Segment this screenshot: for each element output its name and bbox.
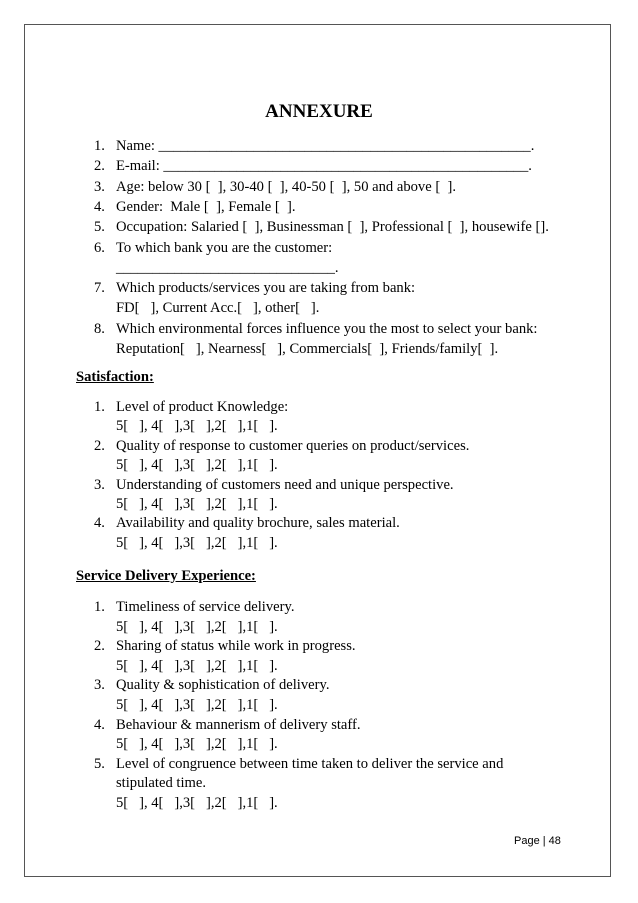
item-number: 1.: [94, 138, 105, 154]
item-number: 3.: [94, 476, 105, 493]
question-text: Name: ___________________________________________________.: [116, 138, 535, 154]
question-continuation: FD[ ], Current Acc.[ ], other[ ].: [116, 300, 320, 317]
item-number: 4.: [94, 198, 105, 215]
item-number: 3.: [94, 677, 105, 694]
question-text: Quality of response to customer queries on product/services.: [116, 437, 470, 454]
question-continuation: 5[ ], 4[ ],3[ ],2[ ],1[ ].: [116, 736, 278, 753]
question-text: Behaviour & mannerism of delivery staff.: [116, 716, 361, 733]
item-number: 2.: [94, 638, 105, 655]
question-continuation: 5[ ], 4[ ],3[ ],2[ ],1[ ].: [116, 457, 278, 474]
question-text: Availability and quality brochure, sales material.: [116, 515, 400, 532]
question-text: Understanding of customers need and unique perspective.: [116, 476, 454, 493]
question-text: Which environmental forces influence you the most to select your bank:: [116, 320, 538, 337]
question-text: E-mail: __________________________________________________.: [116, 158, 532, 175]
item-number: 6.: [94, 239, 105, 256]
question-continuation: ______________________________.: [116, 259, 339, 276]
question-continuation: 5[ ], 4[ ],3[ ],2[ ],1[ ].: [116, 618, 278, 635]
question-text: Age: below 30 [ ], 30-40 [ ], 40-50 [ ], 50 and above [ ].: [116, 178, 457, 195]
item-number: 2.: [94, 158, 105, 175]
page-number: Page | 48: [514, 835, 561, 847]
question-text: Gender: Male [ ], Female [ ].: [116, 198, 296, 215]
question-continuation: 5[ ], 4[ ],3[ ],2[ ],1[ ].: [116, 418, 278, 435]
question-text: Timeliness of service delivery.: [116, 599, 295, 615]
question-continuation: stipulated time.: [116, 775, 206, 792]
item-number: 1.: [94, 599, 105, 615]
question-continuation: 5[ ], 4[ ],3[ ],2[ ],1[ ].: [116, 657, 278, 674]
question-continuation: 5[ ], 4[ ],3[ ],2[ ],1[ ].: [116, 534, 278, 551]
question-continuation: 5[ ], 4[ ],3[ ],2[ ],1[ ].: [116, 496, 278, 512]
item-number: 3.: [94, 178, 105, 195]
item-number: 5.: [94, 219, 105, 236]
item-number: 7.: [94, 280, 105, 297]
question-continuation: 5[ ], 4[ ],3[ ],2[ ],1[ ].: [116, 697, 278, 713]
question-text: Sharing of status while work in progress.: [116, 638, 356, 655]
item-number: 4.: [94, 515, 105, 532]
item-number: 5.: [94, 755, 105, 772]
item-number: 1.: [94, 399, 105, 415]
page-title: ANNEXURE: [265, 101, 373, 122]
question-text: Occupation: Salaried [ ], Businessman [ ], Professional [ ], housewife [].: [116, 219, 549, 236]
question-continuation: Reputation[ ], Nearness[ ], Commercials[ ], Friends/family[ ].: [116, 341, 499, 357]
item-number: 4.: [94, 716, 105, 733]
item-number: 2.: [94, 437, 105, 454]
question-text: Level of congruence between time taken to deliver the service and: [116, 755, 504, 772]
question-continuation: 5[ ], 4[ ],3[ ],2[ ],1[ ].: [116, 795, 278, 811]
question-text: Which products/services you are taking from bank:: [116, 280, 416, 297]
question-text: Level of product Knowledge:: [116, 399, 289, 415]
question-text: To which bank you are the customer:: [116, 239, 333, 256]
service-delivery-heading: Service Delivery Experience:: [76, 568, 256, 584]
question-text: Quality & sophistication of delivery.: [116, 677, 330, 694]
satisfaction-heading: Satisfaction:: [76, 369, 154, 385]
item-number: 8.: [94, 320, 105, 337]
